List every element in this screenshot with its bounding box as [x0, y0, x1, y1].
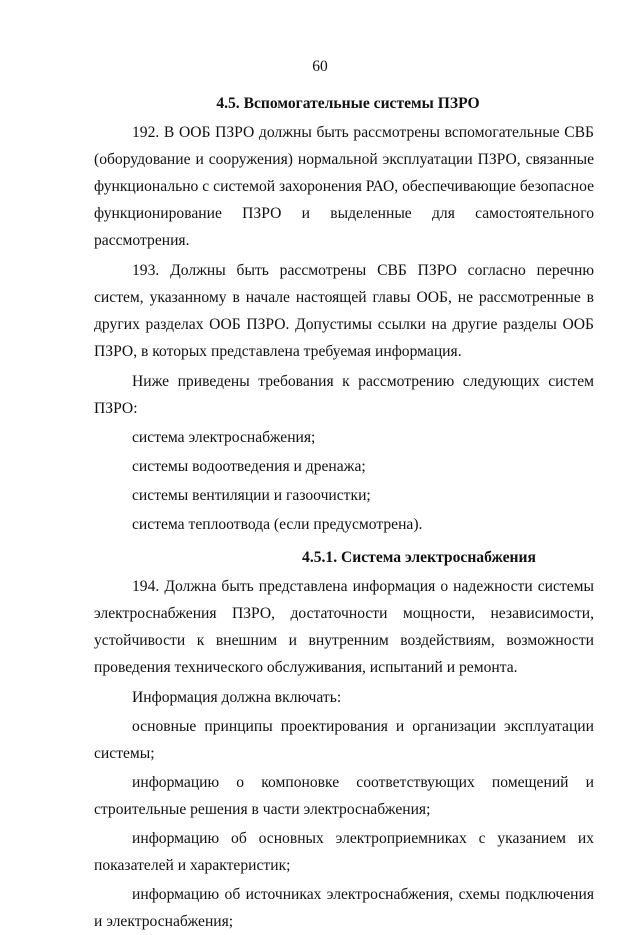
info-intro: Информация должна включать:	[132, 689, 342, 706]
system-item: система электроснабжения;	[132, 429, 316, 446]
section-heading-4-5-1: 4.5.1. Система электроснабжения	[302, 549, 536, 566]
page-content	[94, 90, 594, 935]
info-item: информацию о компоновке соответствующих помещений и строительные решения в части электроснабжения;	[94, 774, 594, 818]
systems-intro: Ниже приведены требования к рассмотрению следующих систем ПЗРО:	[94, 373, 594, 417]
system-item: системы вентиляции и газоочистки;	[132, 487, 371, 504]
info-item: информацию об источниках электроснабжения, схемы подключения и электроснабжения;	[94, 886, 594, 930]
system-item: системы водоотведения и дренажа;	[132, 458, 366, 475]
paragraph-192: 192. В ООБ ПЗРО должны быть рассмотрены вспомогательные СВБ (оборудование и сооружения) нормальной эксплуатации ПЗРО, связанные функционально с системой захоронения РАО, обеспечивающие безопасное функционирование ПЗРО и выделенные для самостоятельного рассмотрения.	[94, 124, 594, 249]
info-item: основные принципы проектирования и организации эксплуатации системы;	[94, 718, 594, 762]
info-item: информацию об основных электроприемниках с указанием их показателей и характеристик;	[94, 830, 594, 874]
page-number: 60	[312, 58, 328, 75]
system-item: система теплоотвода (если предусмотрена).	[132, 516, 423, 533]
paragraph-193: 193. Должны быть рассмотрены СВБ ПЗРО согласно перечню систем, указанному в начале настоящей главы ООБ, не рассмотренные в других разделах ООБ ПЗРО. Допустимы ссылки на другие разделы ООБ ПЗРО, в которых представлена требуемая информация.	[94, 262, 594, 360]
section-heading-4-5: 4.5. Вспомогательные системы ПЗРО	[216, 95, 480, 112]
paragraph-194: 194. Должна быть представлена информация о надежности системы электроснабжения ПЗРО, достаточности мощности, независимости, устойчивости к внешним и внутренним воздействиям, возможности проведения технического обслуживания, испытаний и ремонта.	[94, 578, 594, 676]
